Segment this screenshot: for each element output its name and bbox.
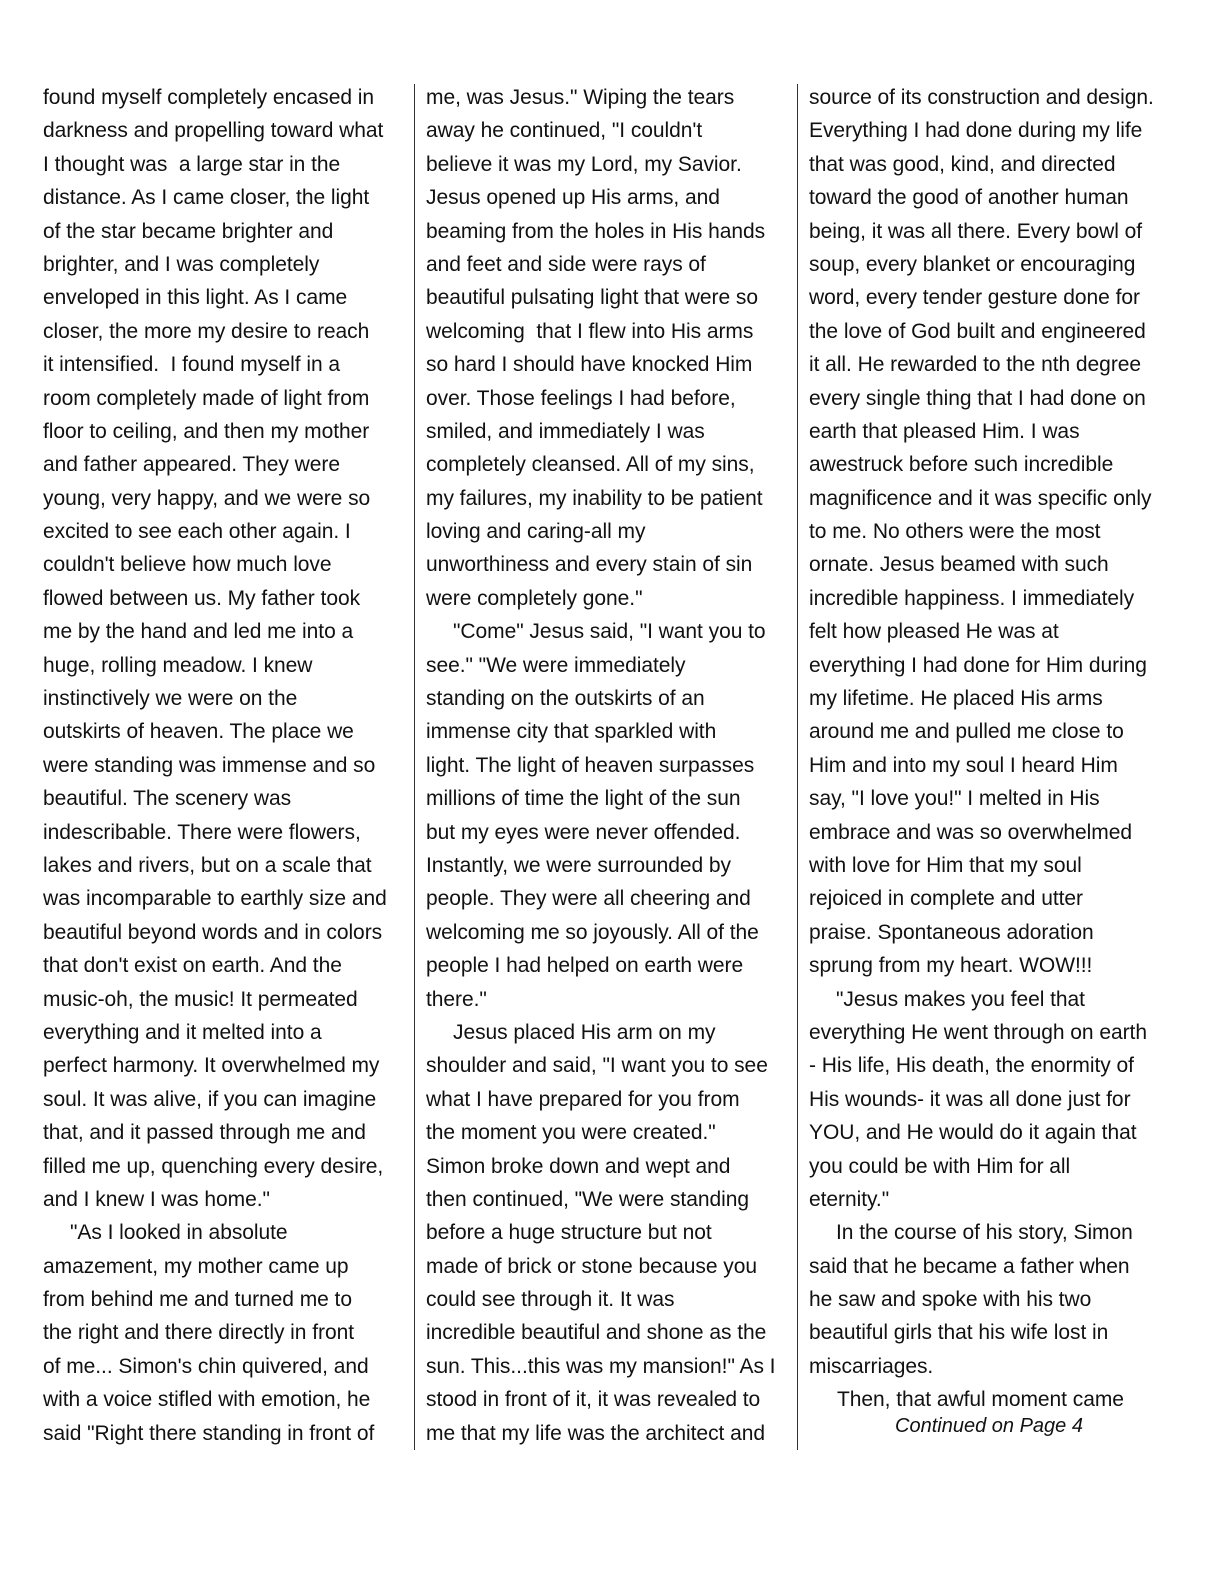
text-line: darkness and propelling toward what bbox=[43, 119, 384, 143]
text-line: - His life, His death, the enormity of bbox=[809, 1054, 1134, 1078]
text-line: see." "We were immediately bbox=[426, 653, 686, 677]
text-line: that don't exist on earth. And the bbox=[43, 954, 342, 978]
text-line: music-oh, the music! It permeated bbox=[43, 987, 358, 1011]
text-line: you could be with Him for all bbox=[809, 1154, 1071, 1178]
text-line: light. The light of heaven surpasses bbox=[426, 753, 755, 777]
text-line: the moment you were created." bbox=[426, 1121, 716, 1145]
text-line: Then, that awful moment came bbox=[837, 1388, 1124, 1412]
text-line: my lifetime. He placed His arms bbox=[809, 687, 1103, 711]
text-line: amazement, my mother came up bbox=[43, 1254, 349, 1278]
text-line: stood in front of it, it was revealed to bbox=[426, 1388, 761, 1412]
text-line: beautiful beyond words and in colors bbox=[43, 920, 383, 944]
text-line: and father appeared. They were bbox=[43, 453, 340, 477]
text-line: of me... Simon's chin quivered, and bbox=[43, 1354, 369, 1378]
text-line: young, very happy, and we were so bbox=[43, 486, 371, 510]
text-line: Jesus opened up His arms, and bbox=[426, 186, 720, 210]
text-line: say, "I love you!" I melted in His bbox=[809, 787, 1100, 811]
text-line: Everything I had done during my life bbox=[809, 119, 1143, 143]
text-line: soup, every blanket or encouraging bbox=[809, 252, 1136, 276]
text-line: with love for Him that my soul bbox=[809, 853, 1082, 877]
text-line: me by the hand and led me into a bbox=[43, 620, 354, 644]
text-line: His wounds- it was all done just for bbox=[809, 1087, 1131, 1111]
text-line: awestruck before such incredible bbox=[809, 453, 1114, 477]
text-line: toward the good of another human bbox=[809, 186, 1129, 210]
text-line: it all. He rewarded to the nth degree bbox=[809, 353, 1142, 377]
text-line: miscarriages. bbox=[809, 1354, 934, 1378]
text-line: over. Those feelings I had before, bbox=[426, 386, 736, 410]
text-line: brighter, and I was completely bbox=[43, 252, 320, 276]
text-line: it intensified. I found myself in a bbox=[43, 353, 341, 377]
text-line: excited to see each other again. I bbox=[43, 520, 351, 544]
text-line: Simon broke down and wept and bbox=[426, 1154, 731, 1178]
text-line: completely cleansed. All of my sins, bbox=[426, 453, 755, 477]
text-column-2 bbox=[426, 81, 794, 1450]
text-line: couldn't believe how much love bbox=[43, 553, 332, 577]
text-line: then continued, "We were standing bbox=[426, 1187, 749, 1211]
text-line: "Jesus makes you feel that bbox=[836, 987, 1085, 1011]
text-line: around me and pulled me close to bbox=[809, 720, 1124, 744]
text-line: indescribable. There were flowers, bbox=[43, 820, 361, 844]
text-line: enveloped in this light. As I came bbox=[43, 286, 348, 310]
text-line: said "Right there standing in front of bbox=[43, 1421, 375, 1445]
text-line: everything He went through on earth bbox=[809, 1020, 1147, 1044]
text-line: flowed between us. My father took bbox=[43, 586, 361, 610]
text-line: beautiful. The scenery was bbox=[43, 787, 292, 811]
text-line: beautiful girls that his wife lost in bbox=[809, 1321, 1109, 1345]
text-line: to me. No others were the most bbox=[809, 520, 1101, 544]
text-line: the love of God built and engineered bbox=[809, 319, 1146, 343]
text-line: Him and into my soul I heard Him bbox=[809, 753, 1118, 777]
text-line: outskirts of heaven. The place we bbox=[43, 720, 354, 744]
text-line: praise. Spontaneous adoration bbox=[809, 920, 1094, 944]
text-column-3 bbox=[809, 81, 1181, 1417]
text-line: smiled, and immediately I was bbox=[426, 419, 705, 443]
text-column-1 bbox=[43, 81, 411, 1450]
text-line: incredible beautiful and shone as the bbox=[426, 1321, 767, 1345]
text-line: soul. It was alive, if you can imagine bbox=[43, 1087, 377, 1111]
text-line: before a huge structure but not bbox=[426, 1221, 712, 1245]
text-line: of the star became brighter and bbox=[43, 219, 334, 243]
text-line: and feet and side were rays of bbox=[426, 252, 706, 276]
text-line: what I have prepared for you from bbox=[426, 1087, 740, 1111]
text-line: the right and there directly in front bbox=[43, 1321, 354, 1345]
column-divider-left bbox=[414, 84, 415, 1450]
text-line: with a voice stifled with emotion, he bbox=[43, 1388, 371, 1412]
text-line: shoulder and said, "I want you to see bbox=[426, 1054, 768, 1078]
text-line: Instantly, we were surrounded by bbox=[426, 853, 732, 877]
text-line: "As I looked in absolute bbox=[70, 1221, 288, 1245]
text-line: floor to ceiling, and then my mother bbox=[43, 419, 370, 443]
column-divider-right bbox=[797, 84, 798, 1450]
text-line: every single thing that I had done on bbox=[809, 386, 1146, 410]
text-line: millions of time the light of the sun bbox=[426, 787, 741, 811]
text-line: I thought was a large star in the bbox=[43, 152, 341, 176]
text-line: everything I had done for Him during bbox=[809, 653, 1147, 677]
text-line: magnificence and it was specific only bbox=[809, 486, 1152, 510]
text-line: my failures, my inability to be patient bbox=[426, 486, 763, 510]
text-line: YOU, and He would do it again that bbox=[809, 1121, 1137, 1145]
text-line: but my eyes were never offended. bbox=[426, 820, 741, 844]
text-line: beaming from the holes in His hands bbox=[426, 219, 766, 243]
text-line: said that he became a father when bbox=[809, 1254, 1130, 1278]
text-line: In the course of his story, Simon bbox=[836, 1221, 1133, 1245]
text-line: me that my life was the architect and bbox=[426, 1421, 765, 1445]
text-line: me, was Jesus." Wiping the tears bbox=[426, 86, 735, 109]
text-line: immense city that sparkled with bbox=[426, 720, 717, 744]
text-line: believe it was my Lord, my Savior. bbox=[426, 152, 742, 176]
text-line: from behind me and turned me to bbox=[43, 1288, 352, 1312]
text-line: could see through it. It was bbox=[426, 1288, 675, 1312]
continued-note: Continued on Page 4 bbox=[895, 1415, 1083, 1437]
text-line: distance. As I came closer, the light bbox=[43, 186, 370, 210]
text-line: room completely made of light from bbox=[43, 386, 370, 410]
text-line: word, every tender gesture done for bbox=[809, 286, 1140, 310]
text-line: so hard I should have knocked Him bbox=[426, 353, 753, 377]
text-line: were completely gone." bbox=[426, 586, 643, 610]
text-line: he saw and spoke with his two bbox=[809, 1288, 1092, 1312]
text-line: huge, rolling meadow. I knew bbox=[43, 653, 313, 677]
text-line: ornate. Jesus beamed with such bbox=[809, 553, 1109, 577]
text-line: was incomparable to earthly size and bbox=[43, 887, 387, 911]
text-line: perfect harmony. It overwhelmed my bbox=[43, 1054, 380, 1078]
text-line: lakes and rivers, but on a scale that bbox=[43, 853, 372, 877]
text-line: people. They were all cheering and bbox=[426, 887, 751, 911]
text-line: earth that pleased Him. I was bbox=[809, 419, 1080, 443]
text-line: that, and it passed through me and bbox=[43, 1121, 366, 1145]
text-line: incredible happiness. I immediately bbox=[809, 586, 1135, 610]
text-line: Jesus placed His arm on my bbox=[453, 1020, 716, 1044]
text-line: welcoming that I flew into His arms bbox=[426, 319, 754, 343]
text-line: being, it was all there. Every bowl of bbox=[809, 219, 1143, 243]
text-line: away he continued, "I couldn't bbox=[426, 119, 703, 143]
text-line: rejoiced in complete and utter bbox=[809, 887, 1083, 911]
text-line: that was good, kind, and directed bbox=[809, 152, 1116, 176]
text-line: standing on the outskirts of an bbox=[426, 687, 705, 711]
text-line: welcoming me so joyously. All of the bbox=[426, 920, 759, 944]
text-line: sprung from my heart. WOW!!! bbox=[809, 954, 1093, 978]
text-line: embrace and was so overwhelmed bbox=[809, 820, 1132, 844]
text-line: felt how pleased He was at bbox=[809, 620, 1059, 644]
text-line: were standing was immense and so bbox=[43, 753, 376, 777]
text-line: everything and it melted into a bbox=[43, 1020, 322, 1044]
text-line: there." bbox=[426, 987, 487, 1011]
text-line: and I knew I was home." bbox=[43, 1187, 270, 1211]
text-line: instinctively we were on the bbox=[43, 687, 298, 711]
text-line: source of its construction and design. bbox=[809, 86, 1154, 109]
text-line: people I had helped on earth were bbox=[426, 954, 744, 978]
text-line: loving and caring-all my bbox=[426, 520, 646, 544]
text-line: "Come" Jesus said, "I want you to bbox=[453, 620, 766, 644]
text-line: closer, the more my desire to reach bbox=[43, 319, 370, 343]
text-line: unworthiness and every stain of sin bbox=[426, 553, 753, 577]
text-line: sun. This...this was my mansion!" As I bbox=[426, 1354, 776, 1378]
text-line: beautiful pulsating light that were so bbox=[426, 286, 758, 310]
text-line: eternity." bbox=[809, 1187, 890, 1211]
text-line: filled me up, quenching every desire, bbox=[43, 1154, 384, 1178]
text-line: found myself completely encased in bbox=[43, 86, 374, 109]
text-line: made of brick or stone because you bbox=[426, 1254, 757, 1278]
